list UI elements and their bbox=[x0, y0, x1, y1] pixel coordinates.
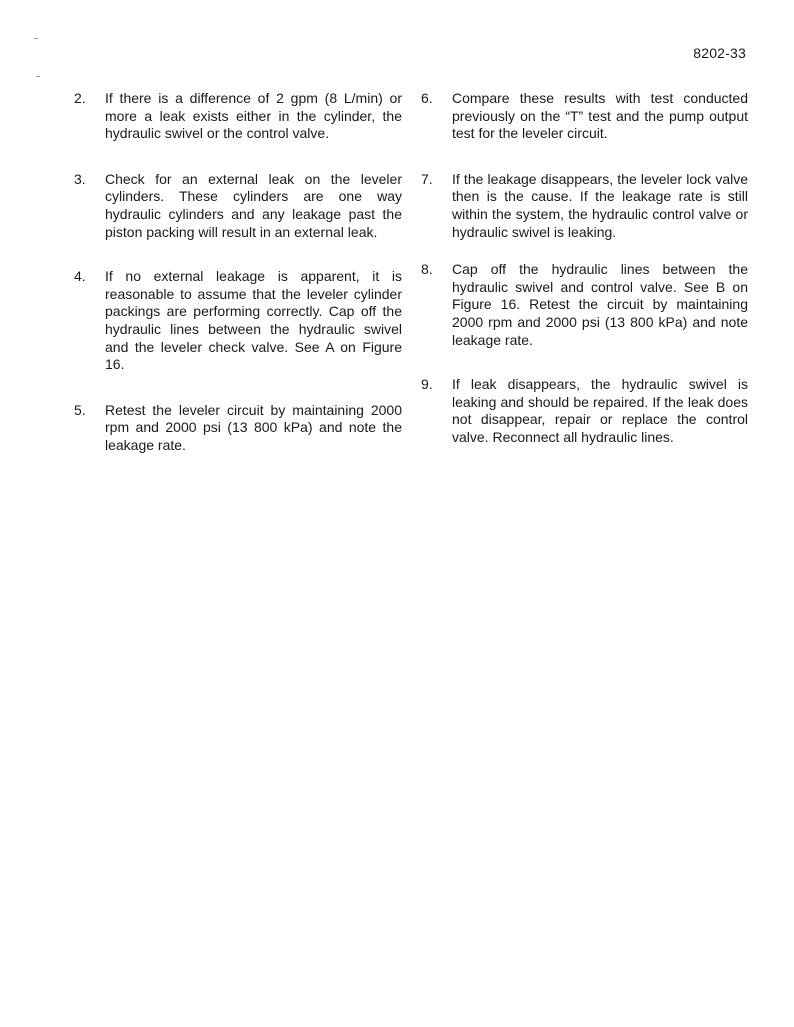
item-number: 7. bbox=[421, 170, 433, 187]
item-text: Check for an external leak on the leveler cylinders. These cylinders are one way hydraulic cylinders and any leakage past the piston packing will result in an external leak. bbox=[105, 170, 402, 240]
left-column bbox=[74, 90, 402, 455]
right-column bbox=[421, 90, 748, 447]
scan-mark bbox=[36, 76, 40, 77]
item-number: 9. bbox=[421, 376, 433, 393]
item-text: If leak disappears, the hydraulic swivel is leaking and should be repaired. If the leak does not disappear, repair or replace the control valve. Reconnect all hydraulic lines. bbox=[452, 376, 748, 445]
item-number: 5. bbox=[74, 401, 86, 418]
item-text: If the leakage disappears, the leveler lock valve then is the cause. If the leakage rate is still within the system, the hydraulic control valve or hydraulic swivel is leaking. bbox=[452, 170, 748, 240]
item-text: Cap off the hydraulic lines between the hydraulic swivel and control valve. See B on Figure 16. Retest the circuit by maintaining 2000 rpm and 2000 psi (13 800 kPa) and note leakage rate. bbox=[452, 261, 748, 348]
list-item bbox=[421, 261, 748, 349]
item-number: 2. bbox=[74, 90, 86, 106]
item-text: If there is a difference of 2 gpm (8 L/min) or more a leak exists either in the cylinder, the hydraulic swivel or the control valve. bbox=[105, 90, 402, 142]
item-text: Compare these results with test conducted previously on the “T” test and the pump output test for the leveler circuit. bbox=[452, 90, 748, 142]
scan-mark bbox=[34, 38, 38, 39]
item-text: If no external leakage is apparent, it is reasonable to assume that the leveler cylinder packings are performing correctly. Cap off the hydraulic lines between the hydraulic swivel and the leveler check valve. See A on Figure 16. bbox=[105, 268, 402, 373]
list-item bbox=[421, 90, 748, 143]
list-item bbox=[74, 402, 402, 455]
page-number: 8202-33 bbox=[693, 45, 746, 61]
item-number: 8. bbox=[421, 261, 433, 278]
list-item bbox=[74, 268, 402, 374]
item-number: 4. bbox=[74, 268, 86, 285]
item-number: 3. bbox=[74, 170, 86, 187]
list-item bbox=[421, 376, 748, 446]
item-number: 6. bbox=[421, 90, 433, 106]
list-item bbox=[74, 171, 402, 241]
list-item bbox=[74, 90, 402, 143]
list-item bbox=[421, 171, 748, 241]
item-text: Retest the leveler circuit by maintaining 2000 rpm and 2000 psi (13 800 kPa) and note the leakage rate. bbox=[105, 401, 402, 453]
